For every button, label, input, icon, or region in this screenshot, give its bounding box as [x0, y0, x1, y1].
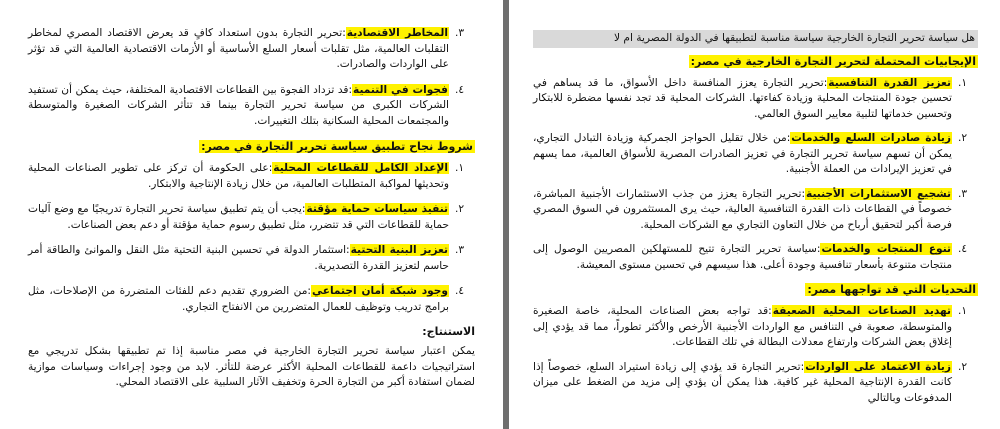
item-label: تهديد الصناعات المحلية الضعيفة [772, 305, 951, 317]
item-label: تعزيز البنية التحتية [350, 244, 448, 256]
item-number: ٢. [958, 360, 968, 373]
item-number: ١. [958, 76, 968, 89]
item-number: ٣. [455, 27, 465, 39]
list-item [28, 161, 475, 192]
question-line: هل سياسة تحرير التجارة الخارجية سياسة مناسبة لتطبيقها في الدولة المصرية ام لا [533, 30, 978, 48]
item-label: تعزيز القدرة التنافسية [828, 76, 951, 89]
item-label: تنفيذ سياسات حماية مؤقتة [306, 203, 449, 215]
item-text: :على الحكومة أن تركز على تطوير الصناعات المحلية وتحديثها لمواكبة المتطلبات العالمية، من خلال زيادة الإنتاجية والابتكار. [28, 162, 449, 190]
list-item [533, 76, 978, 123]
list-item [533, 242, 978, 273]
item-text: :من الضروري تقديم دعم للفئات المتضررة من الإصلاحات، مثل برامج تدريب وتوظيف للعمال المتضررين من الانفتاح التجاري. [28, 285, 449, 313]
item-text: :قد تواجه بعض الصناعات المحلية، خاصة الصغيرة والمتوسطة، صعوبة في التنافس مع الواردات الأجنبية الأرخص والأكثر تطوراً، مما قد يؤدي إلى إغلاق بعض الشركات وارتفاع معدلات البطالة في تلك القطاعات. [533, 305, 952, 348]
item-label: تنوع المنتجات والخدمات [821, 243, 951, 255]
list-item [28, 26, 475, 73]
item-label: زيادة الاعتماد على الواردات [805, 360, 951, 373]
item-text: :سياسة تحرير التجارة تتيح للمستهلكين المصريين الوصول إلى منتجات متنوعة بأسعار تنافسية وجودة أعلى. هذا سيسهم في تحسين مستوى المعيشة. [533, 243, 952, 271]
item-text: :تحرير التجارة يعزز من جذب الاستثمارات الأجنبية المباشرة، خصوصاً في القطاعات ذات القدرة التنافسية العالية، حيث يرى المستثمرون في السوق المصري فرصة أكبر لتحقيق أرباح من خلال التعاون التجاري مع الشركات المحلية. [533, 187, 952, 231]
list-item [533, 131, 978, 178]
conditions-heading: شروط نجاح تطبيق سياسة تحرير التجارة في مصر: [201, 140, 473, 153]
item-number: ١. [455, 162, 465, 174]
item-number: ٤. [455, 285, 465, 297]
item-number: ٣. [958, 187, 968, 200]
item-text: :استثمار الدولة في تحسين البنية التحتية مثل النقل والموانئ والطاقة أمر حاسم لتعزيز القدرة التصديرية. [28, 244, 449, 272]
item-label: تشجيع الاستثمارات الأجنبية [806, 187, 951, 200]
item-number: ١. [958, 305, 968, 317]
list-item [533, 304, 978, 351]
item-text: :يجب أن يتم تطبيق سياسة تحرير التجارة تدريجيًا مع وضع آليات حماية للقطاعات التي قد تتضرر، مثل تطبيق رسوم حماية مؤقتة أو دعم بعض الصناعات. [28, 203, 449, 231]
item-number: ٢. [958, 132, 968, 144]
item-text: :تحرير التجارة بدون استعداد كافٍ قد يعرض الاقتصاد المصري لمخاطر التقلبات العالمية، مثل تقلبات أسعار السلع الأساسية أو الأزمات الاقتصادية العالمية التي قد تؤثر على الواردات والصادرات. [28, 27, 449, 70]
item-text: :من خلال تقليل الحواجز الجمركية وزيادة التبادل التجاري، يمكن أن تسهم سياسة تحرير التجارة في تعزيز الصادرات المصرية للأسواق العالمية، مما يسهم في تعزيز الإيرادات من العملة الأجنبية. [533, 132, 952, 175]
conclusion-text: يمكن اعتبار سياسة تحرير التجارة الخارجية في مصر مناسبة إذا تم تطبيقها بشكل تدريجي مع استراتيجيات داعمة للقطاعات المحلية الأكثر عرضة للتأثر. لابد من وجود إجراءات وسياسات موازية لضمان استفادة أكبر من التجارة الحرة وتخفيف الآثار السلبية على الاقتصاد المحلي. [28, 345, 475, 388]
list-item [28, 202, 475, 233]
list-item [28, 284, 475, 315]
item-number: ٣. [455, 244, 465, 256]
positives-heading: الإيجابيات المحتملة لتحرير التجارة الخارجية في مصر: [690, 54, 976, 68]
challenges-heading: التحديات التي قد تواجهها مصر: [807, 283, 976, 296]
list-item [533, 360, 978, 407]
conclusion-title: الاستنتاج: [422, 325, 475, 338]
right-page [509, 0, 1000, 429]
item-label: المخاطر الاقتصادية [346, 27, 448, 39]
left-page-content [28, 26, 475, 391]
item-text: :قد تزداد الفجوة بين القطاعات الاقتصادية المختلفة، حيث يمكن أن تستفيد الشركات الكبرى من سياسة تحرير التجارة بينما قد تتأثر الشركات الصغيرة والمتوسطة والمجتمعات المحلية السكانية بتلك التغييرات. [28, 83, 449, 127]
item-label: الإعداد الكامل للقطاعات المحلية [273, 162, 449, 174]
list-item [28, 243, 475, 274]
item-label: زيادة صادرات السلع والخدمات [791, 132, 952, 144]
item-number: ٢. [455, 203, 465, 215]
item-text: :تحرير التجارة قد يؤدي إلى زيادة استيراد السلع، خصوصاً إذا كانت القدرة الإنتاجية المحلية غير كافية. هذا يمكن أن يؤدي إلى مزيد من الضغط على ميزان المدفوعات وبالتالي [533, 360, 952, 404]
item-text: :تحرير التجارة يعزز المنافسة داخل الأسواق، ما قد يساهم في تحسين جودة المنتجات المحلية وزيادة كفاءتها. الشركات المحلية قد تجد نفسها مضطرة للابتكار وتحسين خدماتها لتلبية معايير السوق العالمي. [533, 76, 952, 120]
item-number: ٤. [958, 243, 968, 255]
item-label: فجوات في التنمية [353, 83, 448, 96]
list-item [533, 187, 978, 234]
right-page-content [533, 30, 978, 415]
item-label: وجود شبكة أمان اجتماعي [312, 285, 449, 297]
list-item [28, 83, 475, 130]
item-number: ٤. [455, 83, 465, 96]
